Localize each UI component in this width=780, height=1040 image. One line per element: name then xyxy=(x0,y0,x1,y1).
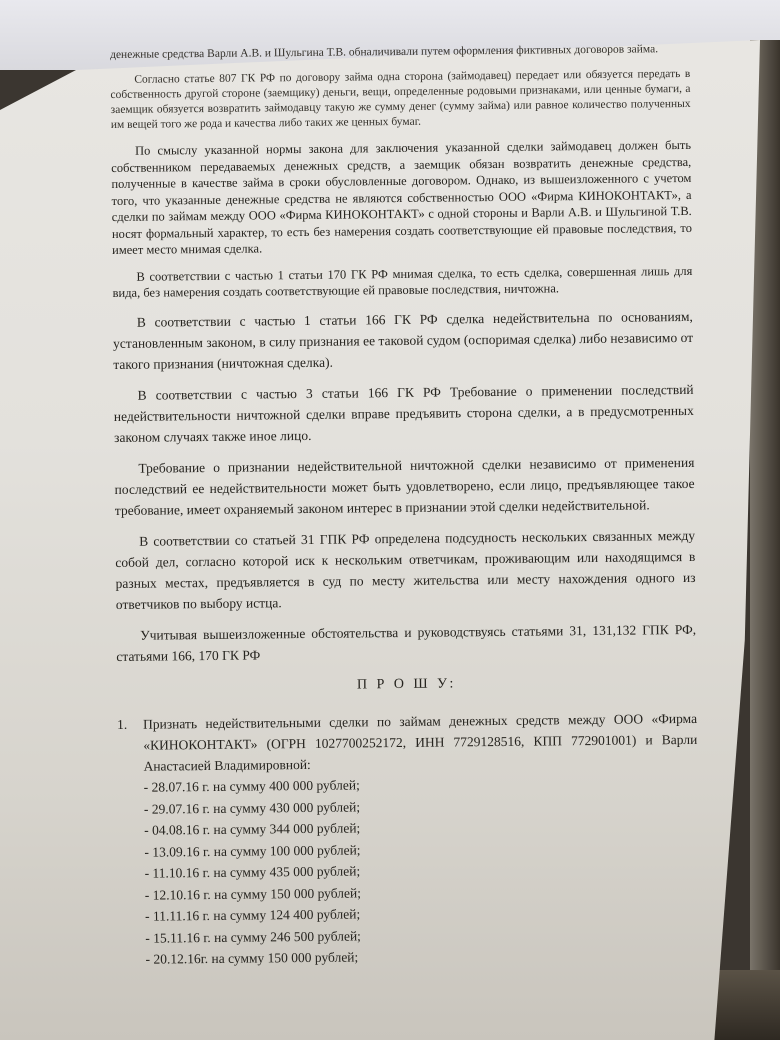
paragraph-7: В соответствии со статьей 31 ГПК РФ определена подсудность нескольких связанных между собой дел, согласно которой иск к нескольким ответчикам, проживающим или находящимся в разных местах, предъявляется в суд по месту жительства или месту нахождения одного из ответчиков по выбору истца. xyxy=(115,527,696,612)
list-item: - 15.11.16 г. на сумму 246 500 рублей; xyxy=(145,927,361,946)
document-page xyxy=(110,42,700,971)
list-item: - 29.07.16 г. на сумму 430 000 рублей; xyxy=(143,798,361,817)
list-item: - 11.10.16 г. на сумму 435 000 рублей; xyxy=(144,863,361,881)
paragraph-3: В соответствии с частью 1 статьи 170 ГК РФ мнимая сделка, то есть сделка, совершенная лишь для вида, без намерения создать соответствующие ей правовые последствия, ничтожна. xyxy=(112,263,693,300)
list-item: - 28.07.16 г. на сумму 400 000 рублей; xyxy=(143,777,360,795)
paragraph-5: В соответствии с частью 3 статьи 166 ГК РФ Требование о применении последствий недействительности ничтожной сделки вправе предъявить сторона сделки, а в предусмотренных законом случаях также иное лицо. xyxy=(113,381,694,445)
paragraph-4: В соответствии с частью 1 статьи 166 ГК РФ сделка недействительна по основаниям, установленным законом, в силу признания ее таковой судом (оспоримая сделка) либо независимо от такого признания (ничтожная сделка). xyxy=(113,308,694,372)
request-title: П Р О Ш У: xyxy=(356,675,457,692)
list-item: - 04.08.16 г. на сумму 344 000 рублей; xyxy=(144,820,361,838)
list-item: - 11.11.16 г. на сумму 124 400 рублей; xyxy=(145,906,361,924)
paragraph-2: По смыслу указанной нормы закона для заключения указанной сделки займодавец должен быть собственником передаваемых денежных средств, а заемщик обязан возвратить денежные средства, полученные в качестве займа в сроки обусловленные договором. Однако, из вышеизложенного с учетом того, что указанные денежные средства не являются собственностью ООО «Фирма КИНОКОНТАКТ», а сделки по займам между ООО «Фирма КИНОКОНТАКТ» с одной стороны и Варли А.В. и Шульгиной Т.В. носят формальный характер, то есть без намерения создать соответствующие ей правовые последствия, то имеет место мнимая сделка. xyxy=(111,137,692,257)
paragraph-6: Требование о признании недействительной ничтожной сделки независимо от применения последствий ее недействительности может быть удовлетворено, если лицо, предъявляющее такое требование, имеет охраняемый законом интерес в признании этой сделки недействительной. xyxy=(114,454,695,518)
item-number: 1. xyxy=(117,716,128,732)
list-item: - 20.12.16г. на сумму 150 000 рублей; xyxy=(145,949,359,967)
paragraph-8: Учитывая вышеизложенные обстоятельства и руководствуясь статьями 31, 131,132 ГПК РФ, статьями 166, 170 ГК РФ xyxy=(116,621,697,664)
item-text: Признать недействительными сделки по займам денежных средств между ООО «Фирма «КИНОКОНТАКТ» (ОГРН 1027700252172, ИНН 7729128516, КПП 772901001) и Варли Анастасией Владимировной: xyxy=(143,710,698,774)
loan-list xyxy=(144,771,700,970)
paragraph-0: денежные средства Варли А.В. и Шульгина Т.В. обналичивали путем оформления фиктивных договоров займа. xyxy=(110,43,659,61)
request-item xyxy=(117,708,698,777)
list-item: - 12.10.16 г. на сумму 150 000 рублей; xyxy=(144,884,362,903)
list-item: - 13.09.16 г. на сумму 100 000 рублей; xyxy=(144,841,361,860)
paragraph-1: Согласно статье 807 ГК РФ по договору займа одна сторона (займодавец) передает или обязуется передать в собственность другой стороне (заемщику) деньги, вещи, определенные родовыми признаками, или ценные бумаги, а заемщик обязуется возвратить займодавцу такую же сумму денег (сумму займа) или равное количество полученных им вещей того же рода и качества либо таких же ценных бумаг. xyxy=(110,67,691,131)
